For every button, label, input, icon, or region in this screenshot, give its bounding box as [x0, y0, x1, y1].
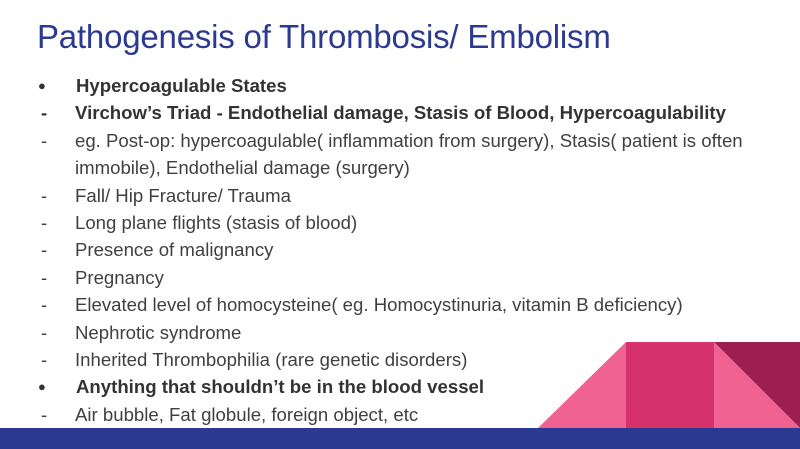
bullet-dash-marker: -: [41, 403, 48, 425]
decorative-triangles: [538, 342, 800, 428]
bullet-dash-marker: -: [41, 239, 48, 261]
bullet-dash-marker: -: [41, 349, 48, 371]
bullet-text: eg. Post-op: hypercoagulable( inflammation from surgery), Stasis( patient is often immobile), Endothelial damage (surgery): [75, 129, 743, 179]
bullet-text: Virchow’s Triad - Endothelial damage, Stasis of Blood, Hypercoagulability: [75, 102, 726, 124]
bullet-item: [37, 236, 777, 263]
slide-title: Pathogenesis of Thrombosis/ Embolism: [37, 18, 611, 55]
bullet-text: Elevated level of homocysteine( eg. Homocystinuria, vitamin B deficiency): [75, 294, 683, 316]
bullet-text: Hypercoagulable States: [76, 75, 287, 96]
bullet-text: Pregnancy: [75, 266, 164, 288]
bullet-dot-icon: ●: [38, 78, 46, 93]
bullet-dash-marker: -: [41, 184, 48, 206]
bullet-dash-marker: -: [41, 266, 48, 288]
bullet-text: Fall/ Hip Fracture/ Trauma: [75, 184, 291, 206]
bullet-dot-icon: ●: [38, 379, 46, 395]
footer-bar: [0, 428, 800, 449]
bullet-item: [37, 264, 777, 291]
decor-magenta-band: [626, 342, 714, 428]
bullet-text: Air bubble, Fat globule, foreign object, etc: [75, 403, 419, 425]
bullet-item: [37, 182, 777, 209]
bullet-dash-marker: -: [41, 102, 48, 124]
decor-light-left-triangle: [538, 342, 626, 428]
bullet-text: Anything that shouldn’t be in the blood vessel: [76, 376, 485, 398]
bullet-dash-marker: -: [41, 129, 48, 151]
bullet-item: [37, 99, 777, 126]
bullet-text: Nephrotic syndrome: [75, 321, 242, 343]
bullet-dash-marker: -: [41, 294, 48, 316]
bullet-dash-marker: -: [41, 212, 48, 234]
bullet-item: [37, 291, 777, 318]
bullet-item: [37, 127, 777, 182]
bullet-dash-marker: -: [41, 321, 48, 343]
bullet-item: [37, 72, 777, 99]
bullet-text: Presence of malignancy: [75, 239, 274, 261]
bullet-item: [37, 209, 777, 236]
bullet-text: Inherited Thrombophilia (rare genetic disorders): [75, 349, 468, 371]
bullet-text: Long plane flights (stasis of blood): [75, 212, 358, 234]
